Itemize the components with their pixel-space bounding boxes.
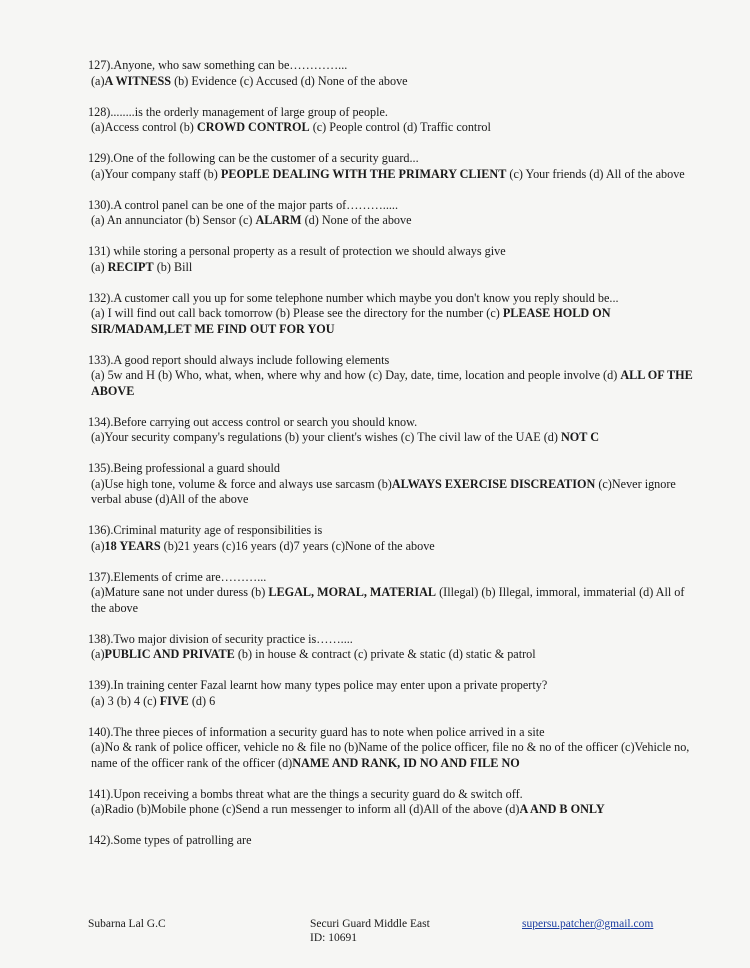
- option-text: (c) People control (d) Traffic control: [309, 120, 491, 134]
- question-item: [88, 58, 698, 89]
- footer-email-link[interactable]: supersu.patcher@gmail.com: [522, 918, 654, 930]
- option-text: (a)Mature sane not under duress (b): [91, 585, 269, 599]
- option-text: (a)Use high tone, volume & force and always use sarcasm (b): [91, 476, 392, 491]
- footer-org-name: Securi Guard Middle East: [310, 918, 430, 930]
- question-text: 140).The three pieces of information a security guard has to note when police arrived in a site: [88, 724, 545, 739]
- answer-options: [88, 74, 698, 90]
- answer-options: [88, 585, 698, 616]
- correct-answer: A AND B ONLY: [519, 802, 605, 816]
- question-text: 139).In training center Fazal learnt how many types police may enter upon a private property?: [88, 678, 548, 692]
- option-text: (c)Never ignore verbal abuse (d)All of the above: [91, 476, 676, 506]
- correct-answer: NOT C: [561, 430, 600, 444]
- question-item: [88, 570, 698, 617]
- question-item: [88, 632, 698, 663]
- answer-options: [88, 694, 698, 710]
- question-list: [88, 58, 698, 864]
- correct-answer: PEOPLE DEALING WITH THE PRIMARY CLIENT: [220, 166, 507, 181]
- option-text: (a)Radio (b)Mobile phone (c)Send a run messenger to inform all (d)All of the above (d): [91, 802, 520, 816]
- footer-author: Subarna Lal G.C: [88, 918, 166, 930]
- correct-answer: CROWD CONTROL: [196, 120, 310, 134]
- question-text: 136).Criminal maturity age of responsibilities is: [88, 523, 323, 537]
- answer-options: [88, 740, 698, 771]
- question-text: 127).Anyone, who saw something can be…………...: [88, 58, 348, 72]
- correct-answer: ALARM: [255, 213, 302, 227]
- answer-options: [88, 120, 698, 136]
- correct-answer: 18 YEARS: [104, 538, 161, 553]
- option-text: (a)Your security company's regulations (b) your client's wishes (c) The civil law of the UAE (d): [91, 430, 561, 444]
- answer-options: [88, 260, 698, 276]
- question-text: 138).Two major division of security practice is……....: [88, 631, 353, 646]
- option-text: (b) in house & contract (c) private & static (d) static & patrol: [234, 647, 536, 661]
- option-text: (b)21 years (c)16 years (d)7 years (c)None of the above: [160, 538, 435, 553]
- option-text: (a)Your company staff (b): [91, 166, 221, 181]
- footer-organization: [310, 917, 430, 945]
- option-text: (a) I will find out call back tomorrow (b) Please see the directory for the number (c): [91, 306, 503, 320]
- question-item: [88, 353, 698, 400]
- correct-answer: RECIPT: [107, 259, 154, 274]
- option-text: (a): [91, 538, 105, 553]
- option-text: (Illegal) (b) Illegal, immoral, immaterial (d) All of the above: [91, 585, 685, 615]
- question-text: 135).Being professional a guard should: [88, 461, 280, 475]
- answer-options: [88, 802, 698, 818]
- question-text: 129).One of the following can be the customer of a security guard...: [88, 151, 419, 165]
- question-item: [88, 244, 698, 275]
- question-text: 128)........is the orderly management of large group of people.: [88, 104, 388, 119]
- question-text: 141).Upon receiving a bombs threat what are the things a security guard do & switch off.: [88, 786, 523, 801]
- question-item: [88, 415, 698, 446]
- question-text: 133).A good report should always include following elements: [88, 352, 390, 367]
- question-text: 130).A control panel can be one of the major parts of……….....: [88, 197, 399, 212]
- question-text: 137).Elements of crime are………...: [88, 569, 267, 584]
- correct-answer: FIVE: [159, 693, 189, 708]
- correct-answer: A WITNESS: [104, 73, 172, 88]
- option-text: (b) Bill: [153, 259, 193, 274]
- answer-options: [88, 213, 698, 229]
- option-text: (a) 5w and H (b) Who, what, when, where why and how (c) Day, date, time, location and people involve (d): [91, 368, 621, 382]
- option-text: (a): [91, 647, 105, 661]
- question-item: [88, 105, 698, 136]
- question-item: [88, 787, 698, 818]
- question-text: 142).Some types of patrolling are: [88, 833, 252, 847]
- correct-answer: ALL OF THE ABOVE: [91, 368, 693, 398]
- option-text: (c) Your friends (d) All of the above: [506, 166, 685, 181]
- question-item: [88, 198, 698, 229]
- option-text: (a) An annunciator (b) Sensor (c): [91, 213, 256, 227]
- option-text: (d) None of the above: [301, 213, 412, 227]
- question-item: [88, 151, 698, 182]
- question-text: 132).A customer call you up for some telephone number which maybe you don't know you reply should be...: [88, 290, 619, 305]
- answer-options: [88, 167, 698, 183]
- question-item: [88, 291, 698, 338]
- option-text: (a)Access control (b): [91, 120, 197, 134]
- question-item: [88, 461, 698, 508]
- question-item: [88, 523, 698, 554]
- question-item: [88, 833, 698, 849]
- option-text: (a): [91, 259, 108, 274]
- option-text: (a) 3 (b) 4 (c): [91, 693, 160, 708]
- correct-answer: ALWAYS EXERCISE DISCREATION: [391, 476, 596, 491]
- question-item: [88, 725, 698, 772]
- correct-answer: NAME AND RANK, ID NO AND FILE NO: [292, 755, 520, 770]
- answer-options: [88, 539, 698, 555]
- question-text: 134).Before carrying out access control or search you should know.: [88, 414, 418, 429]
- answer-options: [88, 306, 698, 337]
- footer-id: ID: 10691: [310, 932, 357, 944]
- option-text: (d) 6: [188, 693, 216, 708]
- option-text: (a)No & rank of police officer, vehicle no & file no (b)Name of the police officer, file no & no of the officer (c)Vehicle no, name of the officer rank of the officer (d): [91, 740, 690, 770]
- question-text: 131) while storing a personal property as a result of protection we should always give: [88, 244, 506, 258]
- answer-options: [88, 647, 698, 663]
- question-item: [88, 678, 698, 709]
- option-text: (a): [91, 73, 105, 88]
- correct-answer: PUBLIC AND PRIVATE: [104, 647, 235, 661]
- correct-answer: PLEASE HOLD ON SIR/MADAM,LET ME FIND OUT FOR YOU: [91, 306, 611, 336]
- correct-answer: LEGAL, MORAL, MATERIAL: [268, 585, 437, 599]
- answer-options: [88, 477, 698, 508]
- option-text: (b) Evidence (c) Accused (d) None of the above: [171, 73, 408, 88]
- answer-options: [88, 430, 698, 446]
- answer-options: [88, 368, 698, 399]
